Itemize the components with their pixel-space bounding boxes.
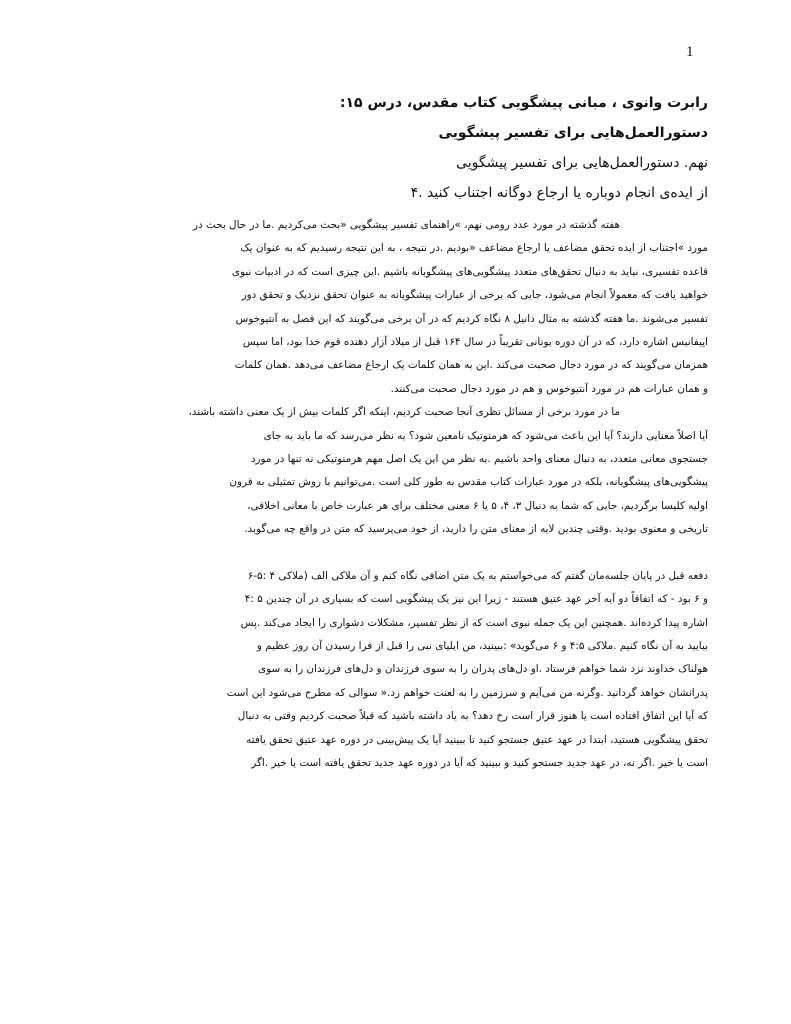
- text-line: و ۶ بود - که اتفاقاً دو آیه آخر عهد عتیق هستند - زیرا این نیز یک پیشگویی است که بسیاری در آن چندین ۵ :۴: [244, 593, 708, 606]
- paragraph-1: [86, 214, 708, 401]
- text-line: آیا اصلاً معنایی دارند؟ آیا این باعث می‌شود که هرمنوتیک نامعین شود؟ به نظر می‌رسد که ما باید به جای: [263, 429, 708, 442]
- text-line: ما در مورد برخی از مسائل نظری آنجا صحبت کردیم، اینکه اگر کلمات بیش از یک معنی داشته باشند،: [188, 406, 620, 419]
- text-line: اشاره پیدا کرده‌اند .همچنین این یک جمله نبوی است که از نظر تفسیر، مشکلات دشواری را ایجاد می‌کند .پس: [240, 616, 708, 629]
- text-line: خواهید یافت که معمولاً انجام می‌شود، جایی که برخی از عبارات پیشگویانه به عنوان تحقق نزدیک و تحقق دور: [241, 289, 708, 302]
- text-line: بیایید به آن نگاه کنیم .ملاکی ۴:۵ و ۶ می‌گوید» :ببینید، من ایلیای نبی را قبل از فرا رسیدن آن روز عظیم و: [256, 639, 708, 652]
- text-line: که آیا این اتفاق افتاده است یا هنوز قرار است رخ دهد؟ به یاد داشته باشید که قبلاً صحبت کردیم وقتی به دنبال: [237, 710, 708, 723]
- paragraph-3: [86, 565, 708, 776]
- text-line: مورد »اجتناب از ایده تحقق مضاعف یا ارجاع مضاعف «بودیم .در نتیجه ، به این نتیجه رسیدیم که به عنوان یک: [240, 242, 708, 255]
- rule-heading: از ایده‌ی انجام دوباره یا ارجاع دوگانه اجتناب کنید .۴: [410, 185, 708, 201]
- section-subheading: نهم. دستورالعمل‌هایی برای تفسیر پیشگویی: [456, 155, 708, 171]
- text-line: دفعه قبل در پایان جلسه‌مان گفتم که می‌خواستم به یک متن اضافی نگاه کنم و آن ملاکی الف (ملاکی ۴ :۵-۶: [247, 569, 708, 582]
- text-line: هولناک خداوند نزد شما خواهم فرستاد .او دل‌های پدران را به سوی فرزندان و دل‌های فرزندان را به سوی: [257, 663, 708, 676]
- text-line: تحقق پیشگویی هستید، ابتدا در عهد عتیق جستجو کنید تا ببینید آیا یک پیش‌بینی در دوره عهد عتیق تحقق یافته: [246, 733, 708, 746]
- text-line: تاریخی و معنوی بودید .وقتی چندین لایه از معنای متن را دارید، از خود می‌پرسید که متن در واقع چه می‌گوید.: [244, 523, 708, 536]
- text-line: است یا خیر .اگر نه، در عهد جدید جستجو کنید و ببینید که آیا در دوره عهد جدید تحقق یافته است یا خیر .اگر: [251, 756, 708, 769]
- paragraph-2: [86, 401, 708, 541]
- text-line: تفسیر می‌شوند .ما هفته گذشته به مثال دانیل ۸ نگاه کردیم که در آن برخی می‌گویند که این فصل به آنتیوخوس: [235, 312, 708, 325]
- section-heading: دستورالعمل‌هایی برای تفسیر پیشگویی: [438, 125, 708, 141]
- text-line: اپیفانیس اشاره دارد، که در آن دوره یونانی تقریباً در سال ۱۶۴ قبل از میلاد آزار دهنده قوم خدا بود، اما سپس: [242, 336, 708, 349]
- text-line: هفته گذشته در مورد عدد رومی نهم، »راهنمای تفسیر پیشگویی «بحث می‌کردیم .ما در حال بحث در: [192, 219, 620, 231]
- text-line: پیشگویی‌های پیشگویانه، بلکه در مورد عبارات کتاب مقدس به طور کلی است .می‌توانیم با روش تمثیلی به قرون: [229, 476, 708, 489]
- text-line: و همان عبارات هم در مورد آنتیوخوس و هم در مورد دجال صحبت می‌کنند.: [390, 382, 708, 395]
- text-line: همزمان می‌گویند که در مورد دجال صحبت می‌کند .این به همان کلمات یک ارجاع مضاعف می‌دهد .همان کلمات: [234, 359, 708, 372]
- text-line: اولیه کلیسا برگردیم، جایی که شما به دنبال ۳، ۴، ۵ یا ۶ معنی مختلف برای هر عبارت خاص با معانی اخلاقی،: [247, 499, 708, 512]
- document-title: رابرت وانوی ، مبانی پیشگویی کتاب مقدس، درس ۱۵:: [339, 95, 708, 111]
- page-number: 1: [686, 44, 694, 60]
- text-line: جستجوی معانی متعدد، به دنبال معنای واحد باشیم .به نظر من این یک اصل مهم هرمنوتیکی نه تنها در مورد: [250, 453, 708, 466]
- document-body: [86, 88, 708, 775]
- paragraph-spacer: [86, 542, 708, 565]
- text-line: قاعده تفسیری، نباید به دنبال تحقق‌های متعدد پیشگویی‌های پیشگویانه باشیم .این چیزی است که در ادبیات نبوی: [231, 265, 708, 278]
- text-line: پدرانشان خواهد گردانید .وگرنه من می‌آیم و سرزمین را به لعنت خواهم زد.« سوالی که مطرح می‌شود این است: [226, 686, 708, 699]
